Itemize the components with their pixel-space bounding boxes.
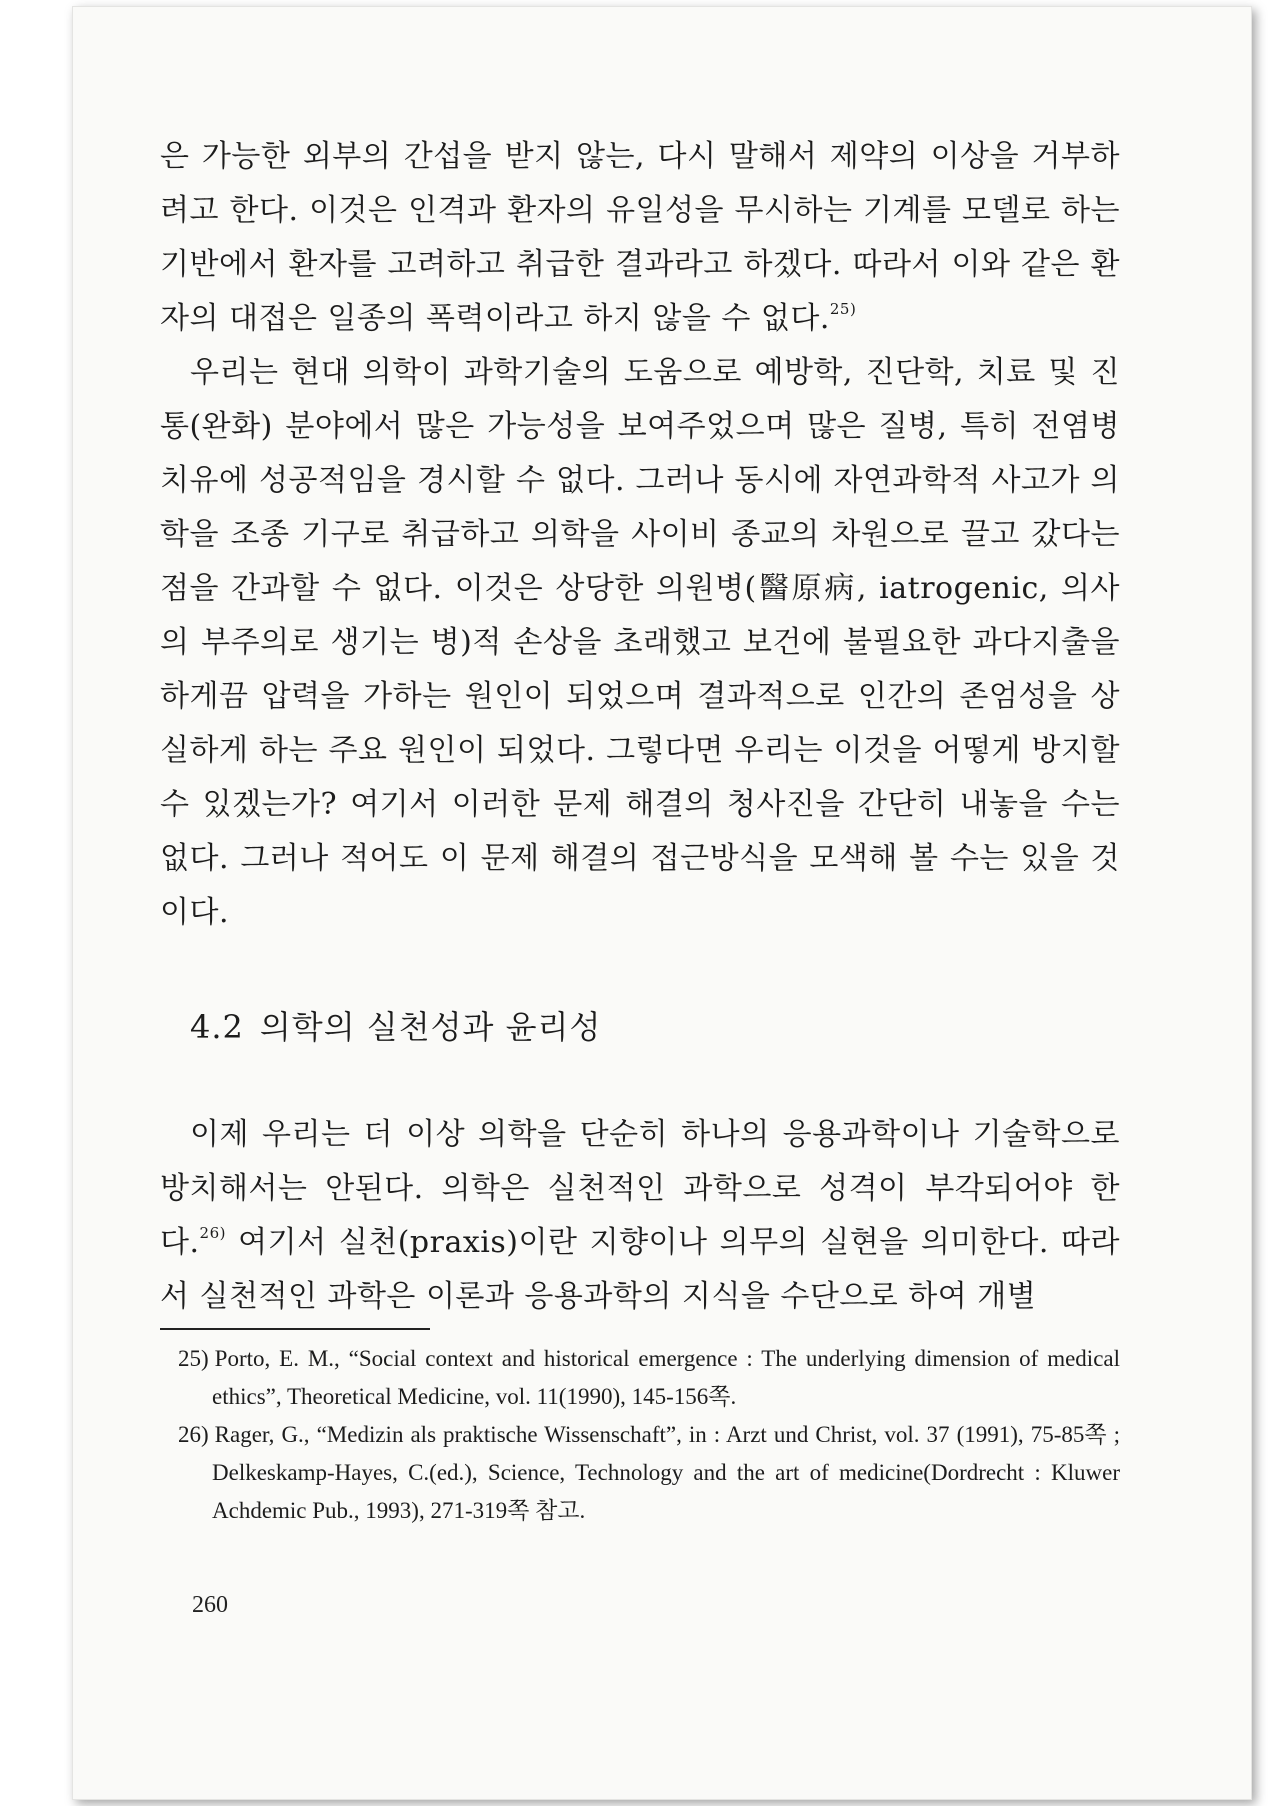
paragraph-3-text: 이제 우리는 더 이상 의학을 단순히 하나의 응용과학이나 기술학으로 방치해서는 안된다. 의학은 실천적인 과학으로 성격이 부각되어야 한다. [160, 1117, 1120, 1260]
footnote-25 [178, 1340, 1120, 1416]
footnote-ref-25: 25) [829, 300, 857, 318]
paragraph-3-continued: 여기서 실천(praxis)이란 지향이나 의무의 실현을 의미한다. 따라서 실천적인 과학은 이론과 응용과학의 지식을 수단으로 하여 개별 [160, 1225, 1120, 1314]
paragraph-1-text: 은 가능한 외부의 간섭을 받지 않는, 다시 말해서 제약의 이상을 거부하려고 한다. 이것은 인격과 환자의 유일성을 무시하는 기계를 모델로 하는 기반에서 환자를 고려하고 취급한 결과라고 하겠다. 따라서 이와 같은 환자의 대접은 일종의 폭력이라고 하지 않을 수 없다. [160, 139, 1120, 336]
section-heading [190, 1002, 1120, 1048]
paragraph-3 [160, 1108, 1120, 1324]
footnote-number: 26) [178, 1422, 209, 1447]
footnote-number: 25) [178, 1346, 209, 1371]
paragraph-1 [160, 130, 1120, 346]
footnotes [178, 1340, 1120, 1530]
footnote-text: Porto, E. M., “Social context and historical emergence : The underlying dimension of medical ethics”, Theoretical Medicine, vol. 11(1990), 145-156쪽. [212, 1346, 1120, 1409]
footnote-26 [178, 1416, 1120, 1530]
paragraph-2: 우리는 현대 의학이 과학기술의 도움으로 예방학, 진단학, 치료 및 진통(완화) 분야에서 많은 가능성을 보여주었으며 많은 질병, 특히 전염병 치유에 성공적임을 경시할 수 없다. 그러나 동시에 자연과학적 사고가 의학을 조종 기구로 취급하고 의학을 사이비 종교의 차원으로 끌고 갔다는 점을 간과할 수 없다. 이것은 상당한 의원병(醫原病, iatrogenic, 의사의 부주의로 생기는 병)적 손상을 초래했고 보건에 불필요한 과다지출을 하게끔 압력을 가하는 원인이 되었으며 결과적으로 인간의 존엄성을 상실하게 하는 주요 원인이 되었다. 그렇다면 우리는 이것을 어떻게 방지할 수 있겠는가? 여기서 이러한 문제 해결의 청사진을 간단히 내놓을 수는 없다. 그러나 적어도 이 문제 해결의 접근방식을 모색해 볼 수는 있을 것이다. [160, 355, 1120, 930]
page-number: 260 [192, 1592, 228, 1618]
page-body [160, 130, 1120, 1324]
section-title: 의학의 실천성과 윤리성 [259, 1008, 602, 1046]
footnote-text: Rager, G., “Medizin als praktische Wissenschaft”, in : Arzt und Christ, vol. 37 (1991), 75-85쪽 ; Delkeskamp-Hayes, C.(ed.), Science, Technology and the art of medicine(Dordrecht : Kluwer Achdemic Pub., 1993), 271-319쪽 참고. [212, 1422, 1120, 1523]
section-number: 4.2 [190, 1008, 244, 1046]
footnote-ref-26: 26) [199, 1224, 226, 1242]
footnote-divider [160, 1328, 430, 1330]
